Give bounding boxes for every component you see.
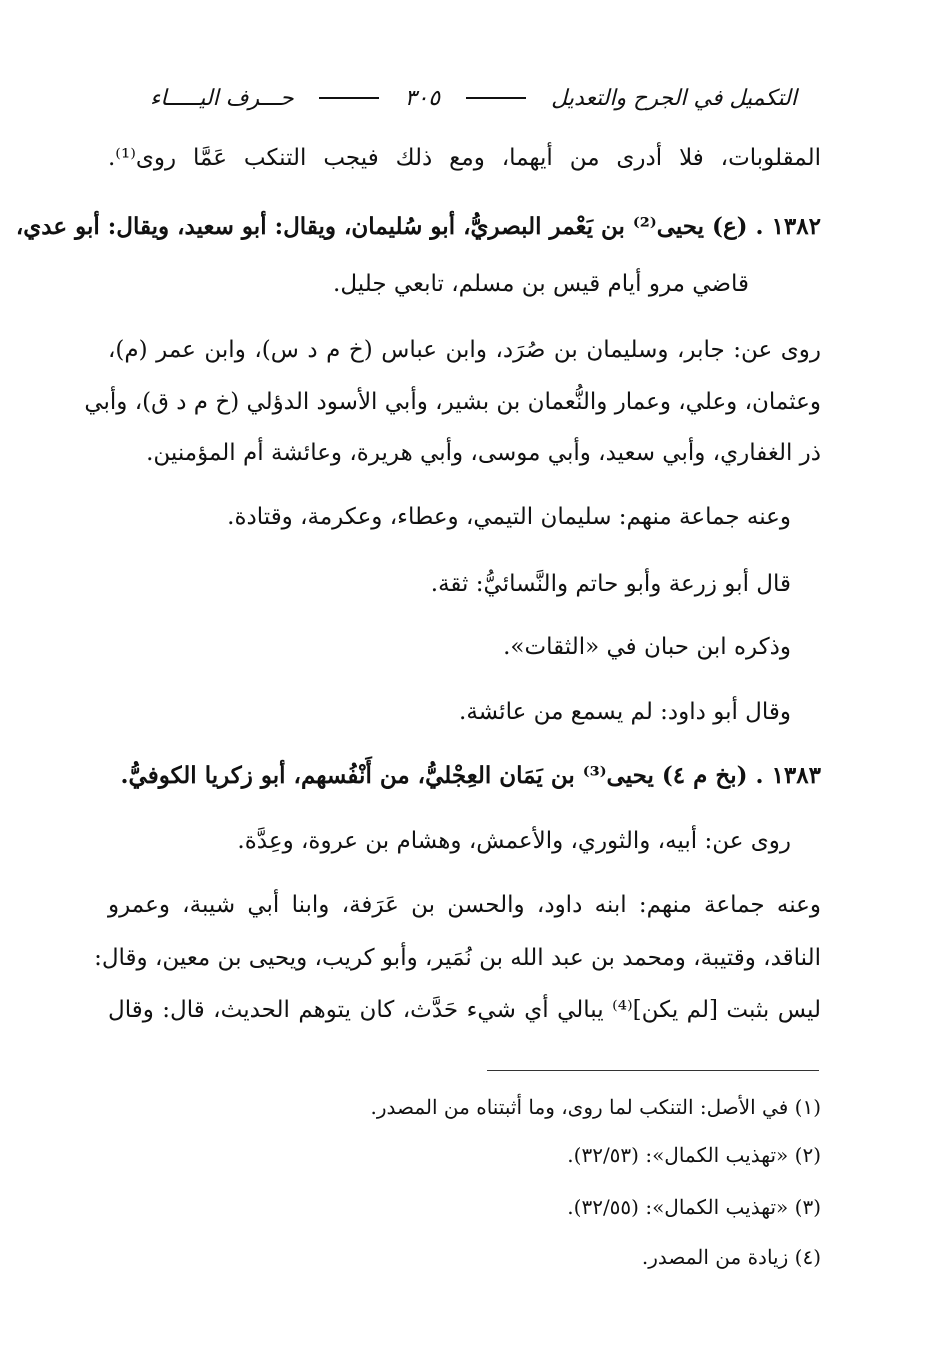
footnote-separator — [487, 1070, 819, 1071]
body-line: وذكره ابن حبان في «الثقات». — [503, 634, 791, 660]
footnote: (١) في الأصل: التنكب لما روى، وما أثبتناه من المصدر. — [370, 1095, 821, 1119]
body-line: قال أبو زرعة وأبو حاتم والنَّسائيُّ: ثقة. — [430, 571, 791, 597]
header-page-number: ٣٠٥ — [404, 85, 441, 111]
body-line: روى عن: جابر، وسليمان بن صُرَد، وابن عباس (خ م د س)، وابن عمر (م)، — [108, 337, 821, 363]
entry-heading-1382: ١٣٨٢ . (ع) يحيى⁽²⁾ بن يَعْمر البصريُّ، أبو سُليمان، ويقال: أبو سعيد، ويقال: أبو عدي، — [15, 213, 821, 240]
body-line: وعنه جماعة منهم: سليمان التيمي، وعطاء، وعكرمة، وقتادة. — [227, 504, 791, 530]
body-line: ذر الغفاري، وأبي سعيد، وأبي موسى، وأبي هريرة، وعائشة أم المؤمنين. — [146, 440, 821, 466]
header-section: حـــرف اليـــــاء — [150, 85, 294, 111]
body-line: قاضي مرو أيام قيس بن مسلم، تابعي جليل. — [333, 271, 749, 297]
header-divider — [319, 97, 379, 99]
running-header — [150, 78, 797, 118]
body-line: ليس بثبت [لم يكن]⁽⁴⁾ يبالي أي شيء حَدَّث، كان يتوهم الحديث، قال: وقال — [108, 997, 822, 1023]
footnote: (٤) زيادة من المصدر. — [641, 1245, 821, 1269]
body-line: وقال أبو داود: لم يسمع من عائشة. — [459, 699, 791, 725]
body-line: الناقد، وقتيبة، ومحمد بن عبد الله بن نُمَير، وأبو كريب، ويحيى بن معين، وقال: — [94, 945, 821, 971]
header-divider — [466, 97, 526, 99]
body-line: روى عن: أبيه، والثوري، والأعمش، وهشام بن عروة، وعِدَّة. — [237, 828, 791, 854]
entry-heading-1383: ١٣٨٣ . (بخ م ٤) يحيى⁽³⁾ بن يَمَان العِجْليُّ، من أَنْفُسهم، أبو زكريا الكوفيُّ. — [120, 762, 821, 789]
body-line: المقلوبات، فلا أدرى من أيهما، ومع ذلك فيجب التنكب عَمَّا روى⁽¹⁾. — [108, 145, 821, 171]
body-line: وعنه جماعة منهم: ابنه داود، والحسن بن عَرَفة، وابنا أبي شيبة، وعمرو — [108, 892, 821, 918]
header-book-title: التكميل في الجرح والتعديل — [551, 85, 797, 111]
body-line: وعثمان، وعلي، وعمار والنُّعمان بن بشير، وأبي الأسود الدؤلي (خ م د ق)، وأبي — [84, 389, 821, 415]
footnote: (٢) «تهذيب الكمال»: (٣٢/٥٣). — [567, 1143, 821, 1167]
footnote: (٣) «تهذيب الكمال»: (٣٢/٥٥). — [567, 1195, 821, 1219]
